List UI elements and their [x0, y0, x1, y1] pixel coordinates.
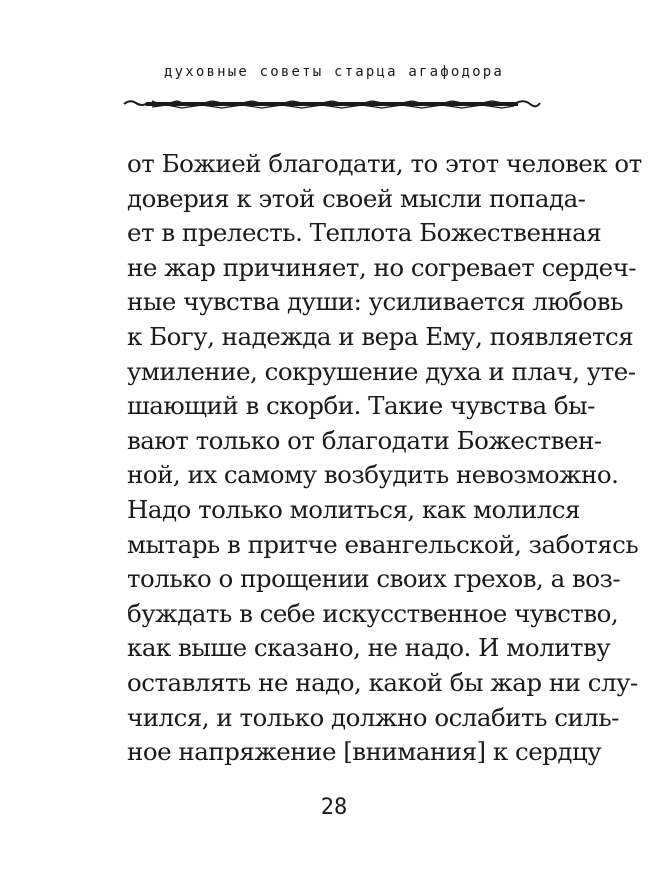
- text-line: шающий в скорби. Такие чувства бы-: [127, 391, 595, 421]
- text-line: ное напряжение [внимания] к сердцу: [127, 737, 602, 767]
- text-line: умиление, сокрушение духа и плач, уте-: [127, 356, 636, 386]
- text-line: от Божией благодати, то этот человек от: [127, 149, 642, 178]
- text-line: мытарь в притче евангельской, заботясь: [127, 529, 639, 559]
- text-line: чился, и только должно ослабить силь-: [127, 702, 619, 732]
- text-line: доверия к этой своей мысли попада-: [127, 183, 586, 213]
- text-line: только о прощении своих грехов, а воз-: [127, 564, 621, 594]
- body-text: [127, 147, 642, 770]
- page-number: 28: [320, 795, 348, 820]
- decorative-rule: [122, 97, 542, 111]
- text-line: буждать в себе искусственное чувство,: [127, 598, 619, 628]
- text-line: ные чувства души: усиливается любовь: [127, 287, 623, 317]
- text-line: как выше сказано, не надо. И молитву: [127, 633, 611, 663]
- text-line: Надо только молиться, как молился: [127, 494, 580, 524]
- text-line: оставлять не надо, какой бы жар ни слу-: [127, 667, 638, 697]
- text-line: ет в прелесть. Теплота Божественная: [127, 218, 602, 248]
- running-head: духовные советы старца агафодора: [163, 64, 505, 80]
- text-line: ной, их самому возбудить невозможно.: [127, 460, 619, 490]
- text-line: к Богу, надежда и вера Ему, появляется: [127, 321, 634, 351]
- text-line: не жар причиняет, но согревает сердеч-: [127, 252, 637, 282]
- text-line: вают только от благодати Божествен-: [127, 425, 602, 455]
